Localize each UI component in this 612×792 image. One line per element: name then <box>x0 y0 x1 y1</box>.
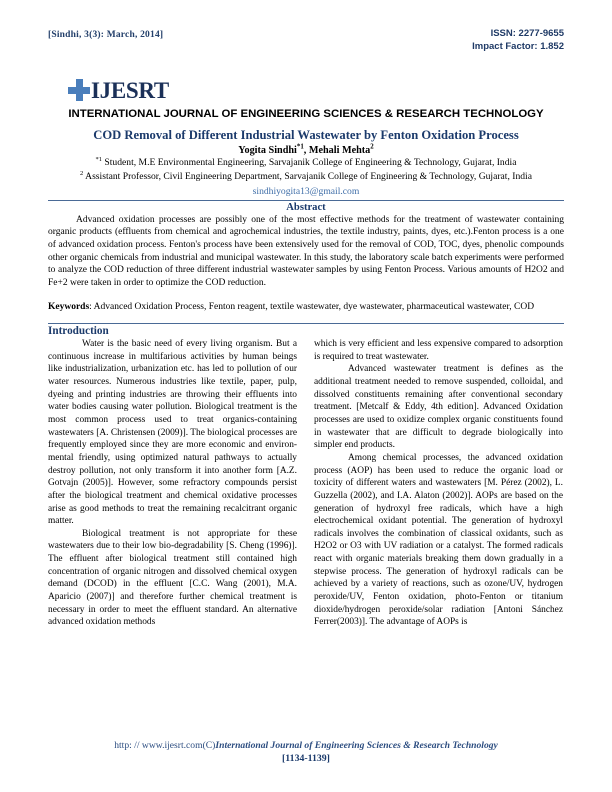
abstract-heading: Abstract <box>286 201 326 213</box>
page-footer <box>0 740 612 764</box>
footer-copyright: (C) <box>202 740 216 751</box>
section-heading-introduction: Introduction <box>48 325 109 338</box>
abstract-text <box>48 214 564 290</box>
affiliation-two-text: Assistant Professor, Civil Engineering Department, Sarvajanik College of Engineering & Technology, Gujarat, India <box>83 171 532 183</box>
logo-wordmark: IJESRT <box>91 77 169 103</box>
abstract-paragraph: Advanced oxidation processes are possibly one of the most effective methods for the treatment of wastewater containing organic products (effluents from chemical and agrochemical industries, the textile industry, paints, dyes, etc.).Fenton process is a one of advanced oxidation process. Fenton's process have been extensively used for the removal of COD, TOC, dyes, phenolic compounds other organic chemicals from industrial and municipal wastewater. In this study, the laboratory scale batch experiments were performed to analyze the COD reduction of three different industrial wastewater samples by using Fenton Process. Various amounts of H2O2 and Fe+2 were taken in order to optimize the COD reduction. <box>48 214 564 288</box>
abstract-top-rule <box>48 200 564 201</box>
paragraph: Among chemical processes, the advanced oxidation process (AOP) has been used to reduce the organic load or toxicity of different waters and wastewaters [M. Pérez (2002), L. Guzzella (2002), and I.A. Alaton (2002)]. AOPs are based on the generation of hydroxyl free radicals, which have a high electrochemical oxidant potential. The generation of hydroxyl radicals involves the combination of classical oxidants, such as H2O2 or O3 with UV radiation or a catalyst. The formed radicals react with organic materials breaking them down gradually in a stepwise process. The generation of hydroxyl radicals can be achieved by a variety of reactions, such as ozone/UV, hydrogen peroxide/UV, Fenton oxidation, photo-Fenton or titanium dioxide/hydrogen peroxide/solar radiation [Antoni Sánchez Ferrer(2003)]. The advantage of AOPs is <box>314 452 563 628</box>
affiliation-one-text: Student, M.E Environmental Engineering, Sarvajanik College of Engineering & Technology, Gujarat, India <box>102 156 517 168</box>
footer-url[interactable]: http: // www.ijesrt.com <box>114 740 203 751</box>
keywords-text: Advanced Oxidation Process, Fenton reagent, textile wastewater, dye wastewater, pharmaceutical wastewater, COD <box>93 301 535 312</box>
plus-cross-icon <box>68 79 90 101</box>
corresponding-email[interactable]: sindhiyogita13@gmail.com <box>252 185 360 197</box>
author-two-name: , Mehali Mehta <box>303 144 371 156</box>
author-two-marker: 2 <box>370 143 374 151</box>
keywords-label: Keywords <box>48 301 90 312</box>
two-column-body <box>48 338 564 629</box>
paragraph: Water is the basic need of every living organism. But a continuous increase in multifarious activities by human beings like industrialization, urbanization etc. has led to pollution of our water resources. Numerous industries like textile, paper, pulp, dyeing and printing industries are throwing their effluents into water bodies causing water pollution. Biological treatment is the most common process used to treat organics-containing wastewaters [A. Christensen (2009)]. The biological processes are frequently employed since they are more economic and environ-mental friendly, using optimized natural pathways to actually destroy pollution, not only transform it into another form [A.Z. Gotvajn (2005)]. However, some refractory compounds persist after the biological treatment and chemical oxidative processes arise as good methods to treat the remaining recalcitrant organic matter. <box>48 339 297 527</box>
footer-citation <box>0 740 612 751</box>
author-one-name: Yogita Sindhi <box>238 144 297 156</box>
paragraph-continuation: which is very efficient and less expensive compared to adsorption is required to treat wastewater. <box>314 339 563 362</box>
footer-page-range: [1134-1139] <box>282 753 330 764</box>
left-column <box>48 338 297 629</box>
journal-title: INTERNATIONAL JOURNAL OF ENGINEERING SCIENCES & RESEARCH TECHNOLOGY <box>68 108 544 120</box>
paragraph: Biological treatment is not appropriate for these wastewaters due to their low bio-degradability [S. Cheng (1996)]. The effluent after biological treatment still contained high concentration of organic nitrogen and dissolved chemical oxygen demand (DCOD) in the effluent [C.C. Wang (2001), M.A. Aparicio (2007)] and therefore further chemical treatment is necessary in order to meet the effluent standard. An alternative advanced oxidation methods <box>48 528 297 628</box>
keywords-line <box>48 301 564 314</box>
right-column <box>314 338 563 629</box>
article-title: COD Removal of Different Industrial Wastewater by Fenton Oxidation Process <box>93 128 519 143</box>
impact-factor-text: Impact Factor: 1.852 <box>472 40 564 52</box>
affiliation-one-marker: *1 <box>95 155 103 163</box>
running-head-identifiers <box>472 28 564 54</box>
issn-text: ISSN: 2277-9655 <box>490 28 564 39</box>
running-head <box>48 28 564 64</box>
author-list <box>48 145 564 156</box>
journal-logo <box>68 76 564 104</box>
keywords-separator: : <box>89 301 94 312</box>
running-head-citation: [Sindhi, 3(3): March, 2014] <box>48 30 164 40</box>
author-one-marker: *1 <box>296 143 304 151</box>
affiliation-two-marker: 2 <box>80 169 84 177</box>
footer-journal-name: International Journal of Engineering Sciences & Research Technology <box>215 740 498 751</box>
affiliation-one <box>48 157 564 170</box>
introduction-top-rule <box>48 323 564 324</box>
paragraph: Advanced wastewater treatment is defines as the additional treatment needed to remove suspended, colloidal, and dissolved constituents remaining after conventional secondary treatment. [Metcalf & Eddy, 4th edition]. Advanced Oxidation processes are used to oxidize complex organic constituents found in wastewater that are difficult to degrade biologically into simpler end products. <box>314 364 563 451</box>
affiliation-two <box>48 171 564 184</box>
